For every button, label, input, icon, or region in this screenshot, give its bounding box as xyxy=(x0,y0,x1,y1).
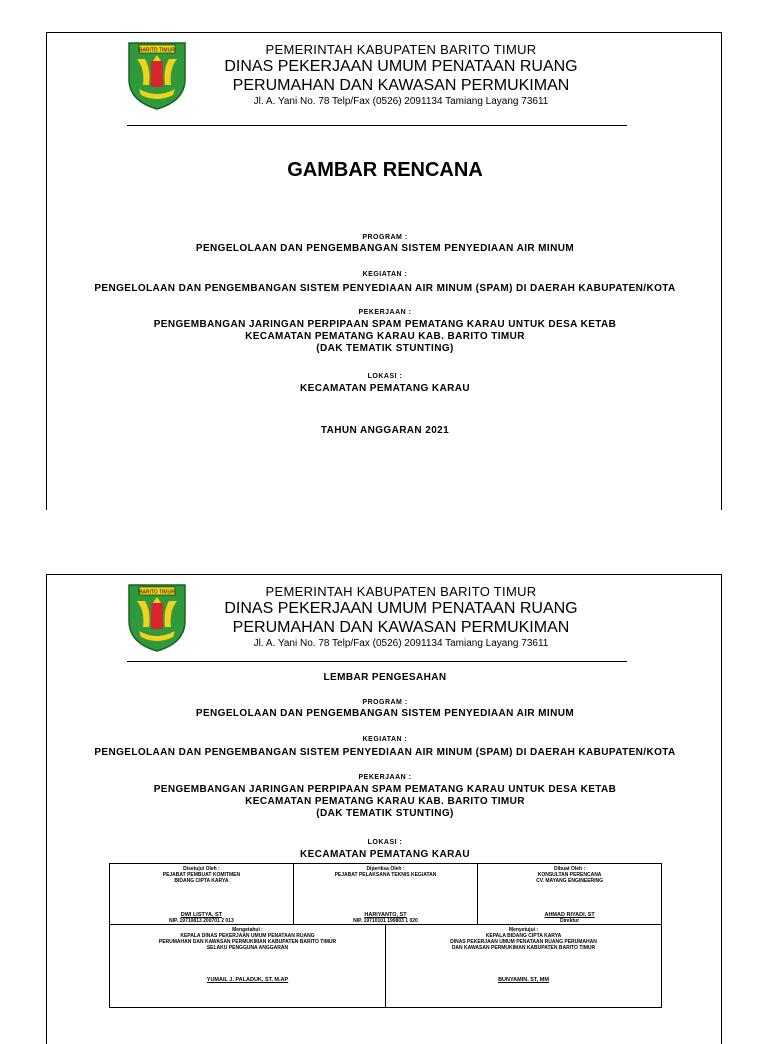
government-name: PEMERINTAH KABUPATEN BARITO TIMUR xyxy=(265,42,537,57)
lokasi-value: KECAMATAN PEMATANG KARAU xyxy=(300,383,470,394)
program-value: PENGELOLAAN DAN PENGEMBANGAN SISTEM PENYEDIAAN AIR MINUM xyxy=(195,243,575,254)
table-row xyxy=(110,925,662,1008)
kegiatan-value: PENGELOLAAN DAN PENGEMBANGAN SISTEM PENYEDIAAN AIR MINUM (SPAM) DI DAERAH KABUPATEN/KOTA xyxy=(94,747,676,758)
program-value: PENGELOLAAN DAN PENGEMBANGAN SISTEM PENYEDIAAN AIR MINUM xyxy=(195,708,575,719)
cover-sheet xyxy=(46,32,722,510)
svg-text:BARITO TIMUR: BARITO TIMUR xyxy=(139,589,175,596)
signature-name: AHMAD RIYADI, ST xyxy=(544,912,595,918)
pekerjaan-line-2: KECAMATAN PEMATANG KARAU KAB. BARITO TIMUR xyxy=(245,331,525,342)
signature-org: BIDANG CIPTA KARYA xyxy=(174,878,229,884)
kegiatan-label: KEGIATAN : xyxy=(362,736,408,743)
department-subname: PERUMAHAN DAN KAWASAN PERMUKIMAN xyxy=(232,77,570,94)
signature-id: NIP. 19710101 199803 1 020 xyxy=(353,918,418,924)
signature-role: Mengetahui : xyxy=(232,927,263,933)
signature-org: CV. MAYANG ENGINEERING xyxy=(536,878,604,884)
fiscal-year: TAHUN ANGGARAN 2021 xyxy=(320,425,450,436)
signature-name: DWI LISTYA, ST xyxy=(180,912,223,918)
pekerjaan-line-2: KECAMATAN PEMATANG KARAU KAB. BARITO TIMUR xyxy=(245,796,525,807)
letterhead xyxy=(147,585,655,649)
government-name: PEMERINTAH KABUPATEN BARITO TIMUR xyxy=(265,584,537,599)
address: Jl. A. Yani No. 78 Telp/Fax (0526) 2091134 Tamiang Layang 73611 xyxy=(253,96,549,107)
department-name: DINAS PEKERJAAN UMUM PENATAAN RUANG xyxy=(224,58,578,75)
address: Jl. A. Yani No. 78 Telp/Fax (0526) 2091134 Tamiang Layang 73611 xyxy=(253,638,549,649)
signature-org: PEJABAT PEMBUAT KOMITMEN xyxy=(162,872,241,878)
page-title: LEMBAR PENGESAHAN xyxy=(323,672,447,683)
department-subname: PERUMAHAN DAN KAWASAN PERMUKIMAN xyxy=(232,619,570,636)
pekerjaan-line-1: PENGEMBANGAN JARINGAN PERPIPAAN SPAM PEMATANG KARAU UNTUK DESA KETAB xyxy=(153,784,617,795)
signature-org: PEJABAT PELAKSANA TEKNIS KEGIATAN xyxy=(334,872,437,878)
signature-id: Direktur xyxy=(559,918,580,924)
approval-sheet xyxy=(46,574,722,1044)
signature-org: DINAS PEKERJAAN UMUM PENATAAN RUANG PERUMAHAN xyxy=(450,939,597,945)
signature-role: Diperiksa Oleh : xyxy=(366,866,405,872)
signature-org: DAN KAWASAN PERMUKIMAN KABUPATEN BARITO TIMUR xyxy=(451,945,596,951)
signature-org: SELAKU PENGGUNA ANGGARAN xyxy=(206,945,289,951)
svg-text:BARITO TIMUR: BARITO TIMUR xyxy=(139,47,175,54)
kegiatan-label: KEGIATAN : xyxy=(362,271,408,278)
lokasi-value: KECAMATAN PEMATANG KARAU xyxy=(300,849,470,860)
signature-table xyxy=(109,863,662,1008)
lokasi-label: LOKASI : xyxy=(367,839,403,846)
signature-cell-author xyxy=(478,864,662,925)
signature-role: Dibuat Oleh : xyxy=(554,866,586,872)
pekerjaan-line-3: (DAK TEMATIK STUNTING) xyxy=(316,343,454,354)
program-label: PROGRAM : xyxy=(362,699,408,706)
table-row xyxy=(110,864,662,925)
pekerjaan-line-1: PENGEMBANGAN JARINGAN PERPIPAAN SPAM PEMATANG KARAU UNTUK DESA KETAB xyxy=(153,319,617,330)
pekerjaan-label: PEKERJAAN : xyxy=(358,774,412,781)
signature-name: HARIYANTO, ST xyxy=(364,912,407,918)
kegiatan-value: PENGELOLAAN DAN PENGEMBANGAN SISTEM PENYEDIAAN AIR MINUM (SPAM) DI DAERAH KABUPATEN/KOTA xyxy=(94,283,676,294)
pekerjaan-label: PEKERJAAN : xyxy=(358,309,412,316)
page-title: GAMBAR RENCANA xyxy=(287,159,483,181)
department-name: DINAS PEKERJAAN UMUM PENATAAN RUANG xyxy=(224,600,578,617)
signature-name: BUNYAMIN, ST, MM xyxy=(498,977,549,983)
signature-org: PERUMAHAN DAN KAWASAN PERMUKIMAN KABUPATEN BARITO TIMUR xyxy=(158,939,337,945)
program-label: PROGRAM : xyxy=(362,234,408,241)
lokasi-label: LOKASI : xyxy=(367,373,403,380)
signature-cell-approver xyxy=(110,864,294,925)
signature-org: KEPALA BIDANG CIPTA KARYA xyxy=(485,933,562,939)
signature-role: Menyetujui : xyxy=(508,927,539,933)
signature-org: KONSULTAN PERENCANA xyxy=(537,872,602,878)
signature-id: NIP. 19710813 200701 2 013 xyxy=(169,918,234,924)
signature-cell-reviewer xyxy=(293,864,477,925)
header-rule xyxy=(127,125,627,126)
header-rule xyxy=(127,661,627,662)
pekerjaan-line-3: (DAK TEMATIK STUNTING) xyxy=(316,808,454,819)
letterhead xyxy=(147,43,655,107)
signature-cell-endorser xyxy=(385,925,661,1008)
signature-role: Disetujui Oleh : xyxy=(183,866,220,872)
signature-cell-acknowledger xyxy=(110,925,386,1008)
signature-name: YUMAIL J. PALADUK, ST, M.AP xyxy=(206,977,289,983)
signature-org: KEPALA DINAS PEKERJAAN UMUM PENATAAN RUANG xyxy=(180,933,315,939)
